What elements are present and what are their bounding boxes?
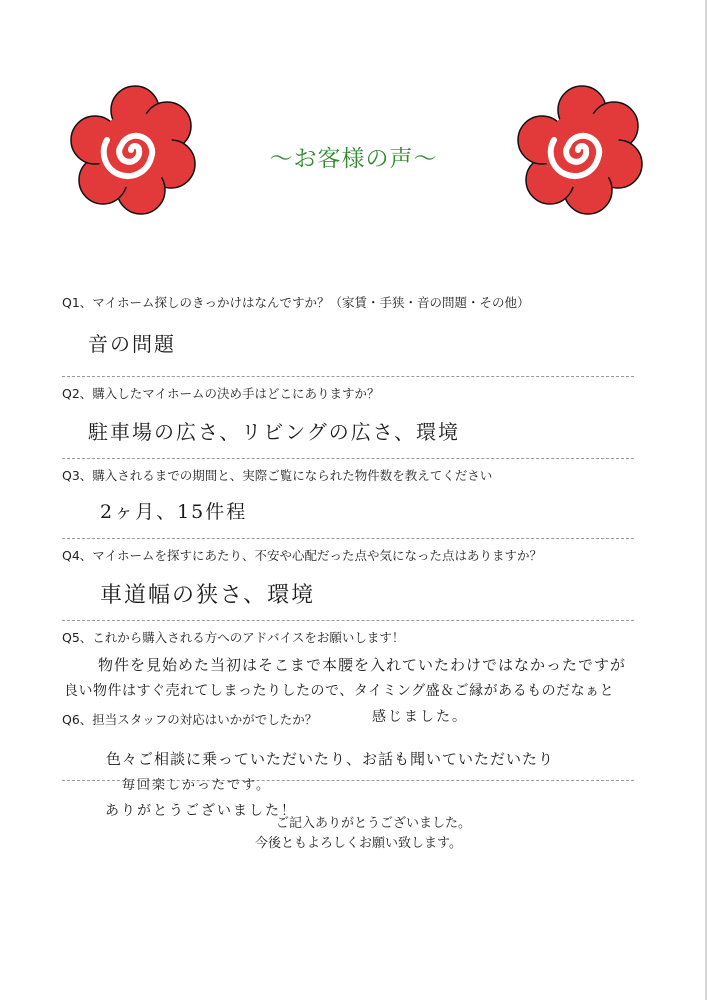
divider xyxy=(62,458,634,459)
question-6: Q6、担当スタッフの対応はいかがでしたか？ xyxy=(62,712,318,727)
closing-line-2: 今後ともよろしくお願い致します。 xyxy=(255,836,462,851)
divider xyxy=(62,376,634,377)
answer-6-inline: 感じました。 xyxy=(372,709,468,725)
question-3: Q3、購入されるまでの期間と、実際ご覧になられた物件数を教えてください xyxy=(62,468,493,483)
answer-6-line-2: 毎回楽しかったです。 xyxy=(122,778,271,793)
question-2: Q2、購入したマイホームの決め手はどこにありますか？ xyxy=(62,386,380,401)
answer-6-line-3: ありがとうございました！ xyxy=(105,803,297,819)
divider xyxy=(62,538,634,539)
answer-6-line-1: 色々ご相談に乗っていただいたり、お話も聞いていただいたり xyxy=(106,750,555,768)
page-title: 〜お客様の声〜 xyxy=(269,146,438,172)
answer-5-line-2: 良い物件はすぐ売れてしまったりしたので、タイミング盛＆ご縁があるものだなぁと xyxy=(64,683,615,699)
question-5: Q5、これから購入される方へのアドバイスをお願いします！ xyxy=(62,630,405,645)
answer-1: 音の問題 xyxy=(88,332,176,356)
closing-line-1: ご記入ありがとうございました。 xyxy=(275,816,471,831)
divider xyxy=(62,620,634,621)
question-4: Q4、マイホームを探すにあたり、不安や心配だった点や気になった点はありますか？ xyxy=(62,548,543,563)
answer-5-line-1: 物件を見始めた当初はそこまで本腰を入れていたわけではなかったですが xyxy=(98,656,627,674)
answer-4: 車道幅の狭さ、環境 xyxy=(100,583,316,608)
answer-2: 駐車場の広さ、リビングの広さ、環境 xyxy=(88,420,460,444)
answer-3: 2ヶ月、15件程 xyxy=(100,501,248,523)
question-1: Q1、マイホーム探しのきっかけはなんですか？（家賃・手狭・音の問題・その他） xyxy=(62,295,530,310)
